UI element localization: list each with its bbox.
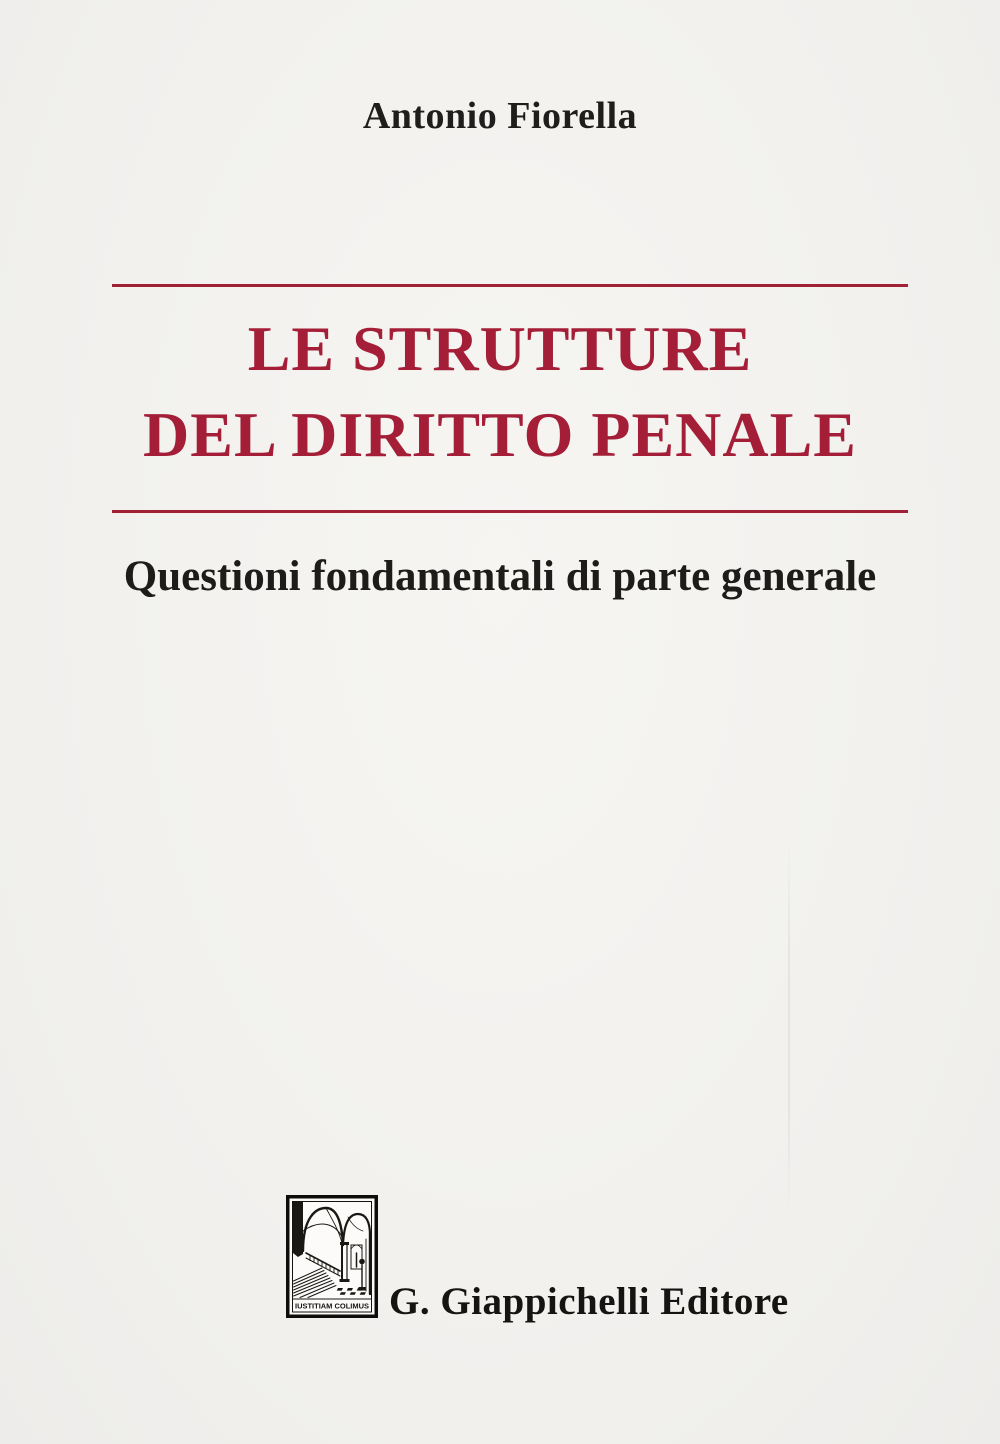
author-name: Antonio Fiorella xyxy=(362,95,638,137)
title-rule-bottom xyxy=(112,510,908,513)
publisher-name: G. Giappichelli Editore xyxy=(389,1280,789,1323)
publisher-lockup xyxy=(286,1195,806,1323)
emblem-motto: IUSTITIAM COLIMUS xyxy=(295,1303,370,1311)
title-rule-top xyxy=(112,284,908,287)
title-line-1: LE STRUTTURE xyxy=(247,313,753,384)
title-line-2: DEL DIRITTO PENALE xyxy=(143,399,857,470)
subtitle: Questioni fondamentali di parte generale xyxy=(123,553,877,600)
scan-crease-artifact xyxy=(788,840,790,1220)
giappichelli-emblem-icon xyxy=(286,1195,378,1318)
book-title xyxy=(0,306,1000,478)
